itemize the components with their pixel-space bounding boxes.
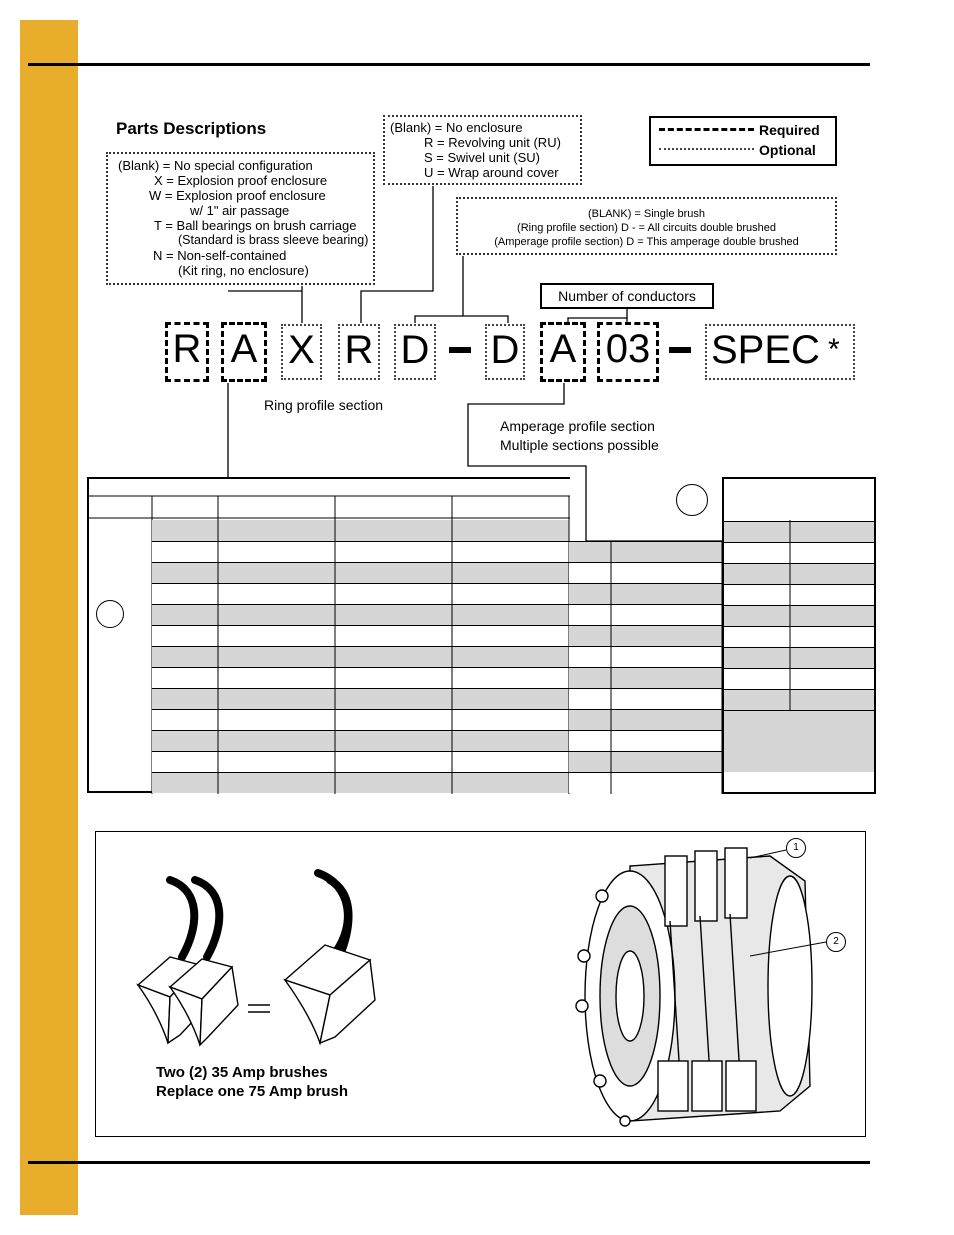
legend-required-label: Required — [759, 122, 820, 138]
code-char-6: D — [485, 324, 525, 380]
config-option-w: W = Explosion proof enclosure — [149, 188, 326, 203]
code-char-4: R — [338, 324, 380, 380]
ring-profile-label: Ring profile section — [264, 397, 384, 413]
config-option-t: T = Ball bearings on brush carriage — [154, 218, 357, 233]
conductor-table-divider — [722, 520, 876, 732]
brush-wires — [170, 873, 349, 957]
code-spec — [705, 324, 855, 380]
figure-caption — [156, 1063, 348, 1101]
figure-caption-line-2: Replace one 75 Amp brush — [156, 1083, 348, 1100]
enclosure-option-blank: (Blank) = No enclosure — [390, 120, 523, 135]
config-option-x: X = Explosion proof enclosure — [154, 173, 328, 188]
enclosure-option-u: U = Wrap around cover — [424, 165, 559, 180]
callout-1: 1 — [786, 838, 806, 858]
conductors-label-box: Number of conductors — [540, 283, 714, 309]
config-option-blank: (Blank) = No special configuration — [118, 158, 313, 173]
code-separator-1 — [449, 347, 471, 353]
conductors-connector — [568, 309, 627, 323]
legend-optional-label: Optional — [759, 142, 816, 158]
code-char-5: D — [394, 324, 436, 380]
callout-2: 2 — [826, 932, 846, 952]
code-char-2: A — [221, 322, 267, 382]
slip-ring-assembly-illustration — [570, 836, 840, 1136]
config-option-w-note: w/ 1" air passage — [190, 203, 290, 218]
figure-caption-line-1: Two (2) 35 Amp brushes — [156, 1064, 328, 1081]
brush-option-blank: (BLANK) = Single brush — [587, 208, 706, 220]
amperage-profile-line-2: Multiple sections possible — [500, 437, 659, 453]
enclosure-connector — [361, 186, 433, 323]
enclosure-option-s: S = Swivel unit (SU) — [424, 150, 540, 165]
brush-option-amperage: (Amperage profile section) D = This amperage double brushed — [494, 236, 799, 248]
code-spec-text: SPEC — [711, 328, 820, 372]
section-title: Parts Descriptions — [116, 119, 267, 138]
config-option-n-note: (Kit ring, no enclosure) — [178, 263, 309, 278]
code-char-1: R — [165, 322, 209, 382]
code-char-3: X — [281, 324, 322, 380]
amperage-circle-marker — [676, 484, 708, 516]
code-spec-asterisk: * — [827, 333, 840, 366]
code-char-8: 03 — [597, 322, 659, 382]
config-option-t-note: (Standard is brass sleeve bearing) — [178, 233, 369, 247]
brush-comparison-illustration — [130, 865, 390, 1055]
config-option-n: N = Non-self-contained — [153, 248, 287, 263]
brush-option-ring: (Ring profile section) D - = All circuits double brushed — [517, 222, 776, 234]
amperage-profile-line-1: Amperage profile section — [500, 418, 655, 434]
amperage-profile-label — [500, 417, 659, 455]
code-char-7: A — [540, 322, 586, 382]
ring-profile-circle-marker — [96, 600, 124, 628]
enclosure-option-r: R = Revolving unit (RU) — [424, 135, 561, 150]
brush-bracket — [415, 316, 508, 323]
conductor-table-header — [724, 479, 874, 522]
code-separator-2 — [669, 347, 691, 353]
ring-profile-row-dividers — [152, 520, 570, 794]
amperage-profile-dividers — [569, 541, 724, 794]
